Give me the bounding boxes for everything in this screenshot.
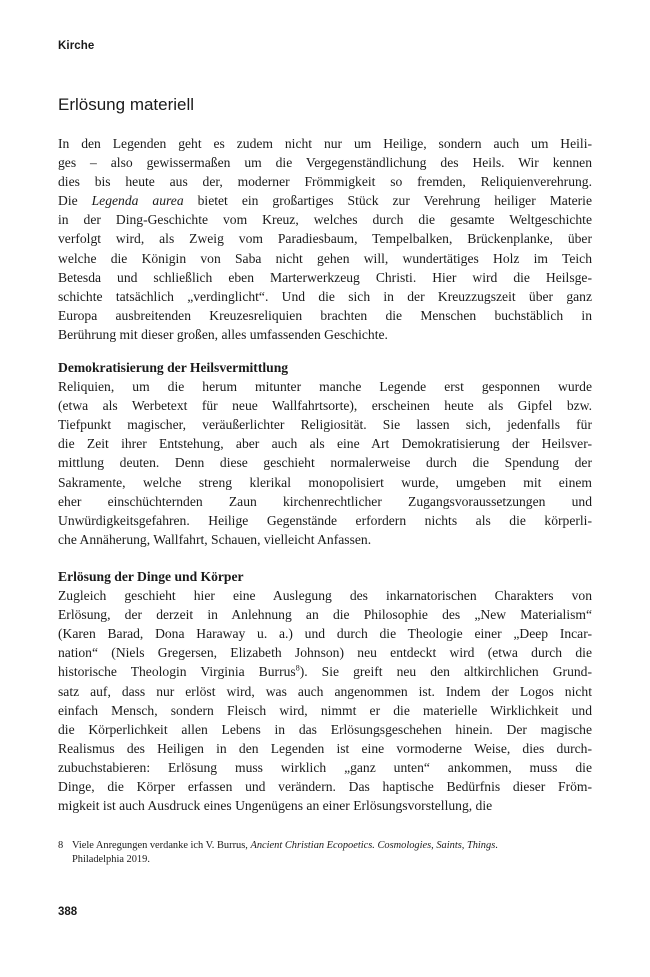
text-line: migkeit ist auch Ausdruck eines Ungenügens an einer Erlösungsvorstellung, die [58, 798, 493, 814]
footnote-text: Viele Anregungen verdanke ich V. Burrus, [72, 840, 251, 851]
running-head: Kirche [58, 40, 95, 52]
footnote-number: 8 [58, 840, 64, 851]
text-line: verfolgt wird, als Zweig vom Paradiesbaum, Tempelbalken, Brückenplanke, über [58, 231, 592, 247]
footnote-punctuation: . [495, 840, 498, 851]
text-line: Die Legenda aurea bietet ein großartiges Stück zur Verehrung heiliger Materie [58, 193, 592, 209]
footnote [58, 839, 592, 867]
footnote-book-title: Ancient Christian Ecopoetics. Cosmologies, Saints, Things [250, 840, 496, 851]
section-erloesung-der-dinge [58, 567, 592, 815]
text-line: dies bis heute aus der, moderner Frömmigkeit so fremden, Reliquienverehrung. [58, 174, 592, 190]
text-line: historische Theologin Virginia Burrus$^8$). Sie greift neu den altkirchlichen Grund- [58, 663, 592, 680]
text-line: die Körperlichkeit allen Lebens in das Erlösungsgeschehen hinein. Der magische [58, 721, 592, 737]
text-line: ges – also gewissermaßen um die Vergegenständlichung des Heils. Wir kennen [58, 155, 592, 171]
text-line: welche die Königin von Saba nicht gehen will, wundertätiges Holz im Teich [58, 250, 592, 266]
text-line: Reliquien, um die herum mitunter manche Legende erst gesponnen wurde [58, 379, 592, 395]
text-line: mittlung deuten. Denn diese geschieht normalerweise durch die Spendung der [58, 455, 592, 471]
footnote-line [58, 839, 592, 853]
text-line: (Karen Barad, Dona Haraway u. a.) und durch die Theologie einer „Deep Incar- [58, 626, 592, 642]
subheading-demokratisierung: Demokratisierung der Heilsvermittlung [58, 360, 289, 375]
section-title: Erlösung materiell [58, 95, 195, 114]
italic-title: Legenda aurea [91, 193, 184, 209]
text-line: nation“ (Niels Gregersen, Elizabeth Johnson) neu entdeckt wird (etwa durch die [58, 645, 592, 661]
text-line: (etwa als Werbetext für neue Wallfahrtsorte), erscheinen heute als Gipfel bzw. [58, 398, 592, 414]
footnote-line-2: Philadelphia 2019. [72, 854, 150, 865]
text-line: In den Legenden geht es zudem nicht nur um Heilige, sondern auch um Heili- [58, 136, 592, 151]
text-line: Dinge, die Körper erfassen und verändern. Das haptische Bedürfnis dieser Fröm- [58, 779, 592, 795]
text-line: Realismus des Heiligen in den Legenden ist eine vormoderne Weise, dies durch- [58, 740, 592, 756]
text-line: Unwürdigkeitsgefahren. Heilige Gegenstände erfordern nichts als die körperli- [58, 512, 592, 528]
subheading-erloesung-der-dinge: Erlösung der Dinge und Körper [58, 569, 244, 584]
text-line: die Zeit ihrer Entstehung, aber auch als eine Art Demokratisierung der Heilsver- [58, 436, 592, 452]
text-line: Erlösung, der derzeit in Anlehnung an die Philosophie des „New Materialism“ [58, 607, 592, 623]
text-line: einfach Mensch, sondern Fleisch wird, nimmt er die materielle Wirklichkeit und [58, 702, 592, 718]
text-line: Tiefpunkt magischer, veräußerlichter Religiosität. Sie lassen sich, jedenfalls für [58, 417, 592, 433]
section-demokratisierung [58, 358, 592, 549]
text-line: Sakramente, welche streng klerikal monopolisiert wurde, umgeben mit einem [58, 474, 592, 490]
footnote-reference: 8 [295, 663, 300, 673]
text-line: Zugleich geschieht hier eine Auslegung des inkarnatorischen Charakters von [58, 588, 592, 604]
text-line: Europa ausbreitenden Kreuzesreliquien brachten die Menschen buchstäblich in [58, 307, 592, 323]
text-line: satz auf, dass nur erlöst wird, was auch angenommen ist. Indem der Logos nicht [58, 683, 592, 699]
paragraph-reliquienverehrung [58, 134, 592, 344]
text-line: eher einschüchternden Zaun kirchenrechtlicher Zugangsvoraussetzungen und [58, 493, 592, 509]
text-line: schichte tatsächlich „verdinglicht“. Und die sich in der Kreuzzugszeit über ganz [58, 288, 592, 304]
text-line: zubuchstabieren: Erlösung muss wirklich „ganz unten“ ankommen, muss die [58, 759, 592, 775]
text-line: Berührung mit dieser großen, alles umfassenden Geschichte. [58, 326, 388, 342]
text-line: che Annäherung, Wallfahrt, Schauen, vielleicht Anfassen. [58, 531, 372, 547]
page-number: 388 [58, 906, 78, 918]
text-line: in der Ding-Geschichte vom Kreuz, welches durch die gesamte Weltgeschichte [58, 212, 592, 228]
text-line: Betesda und schließlich eben Marterwerkzeug Christi. Hier wird die Heilsge- [58, 269, 592, 285]
